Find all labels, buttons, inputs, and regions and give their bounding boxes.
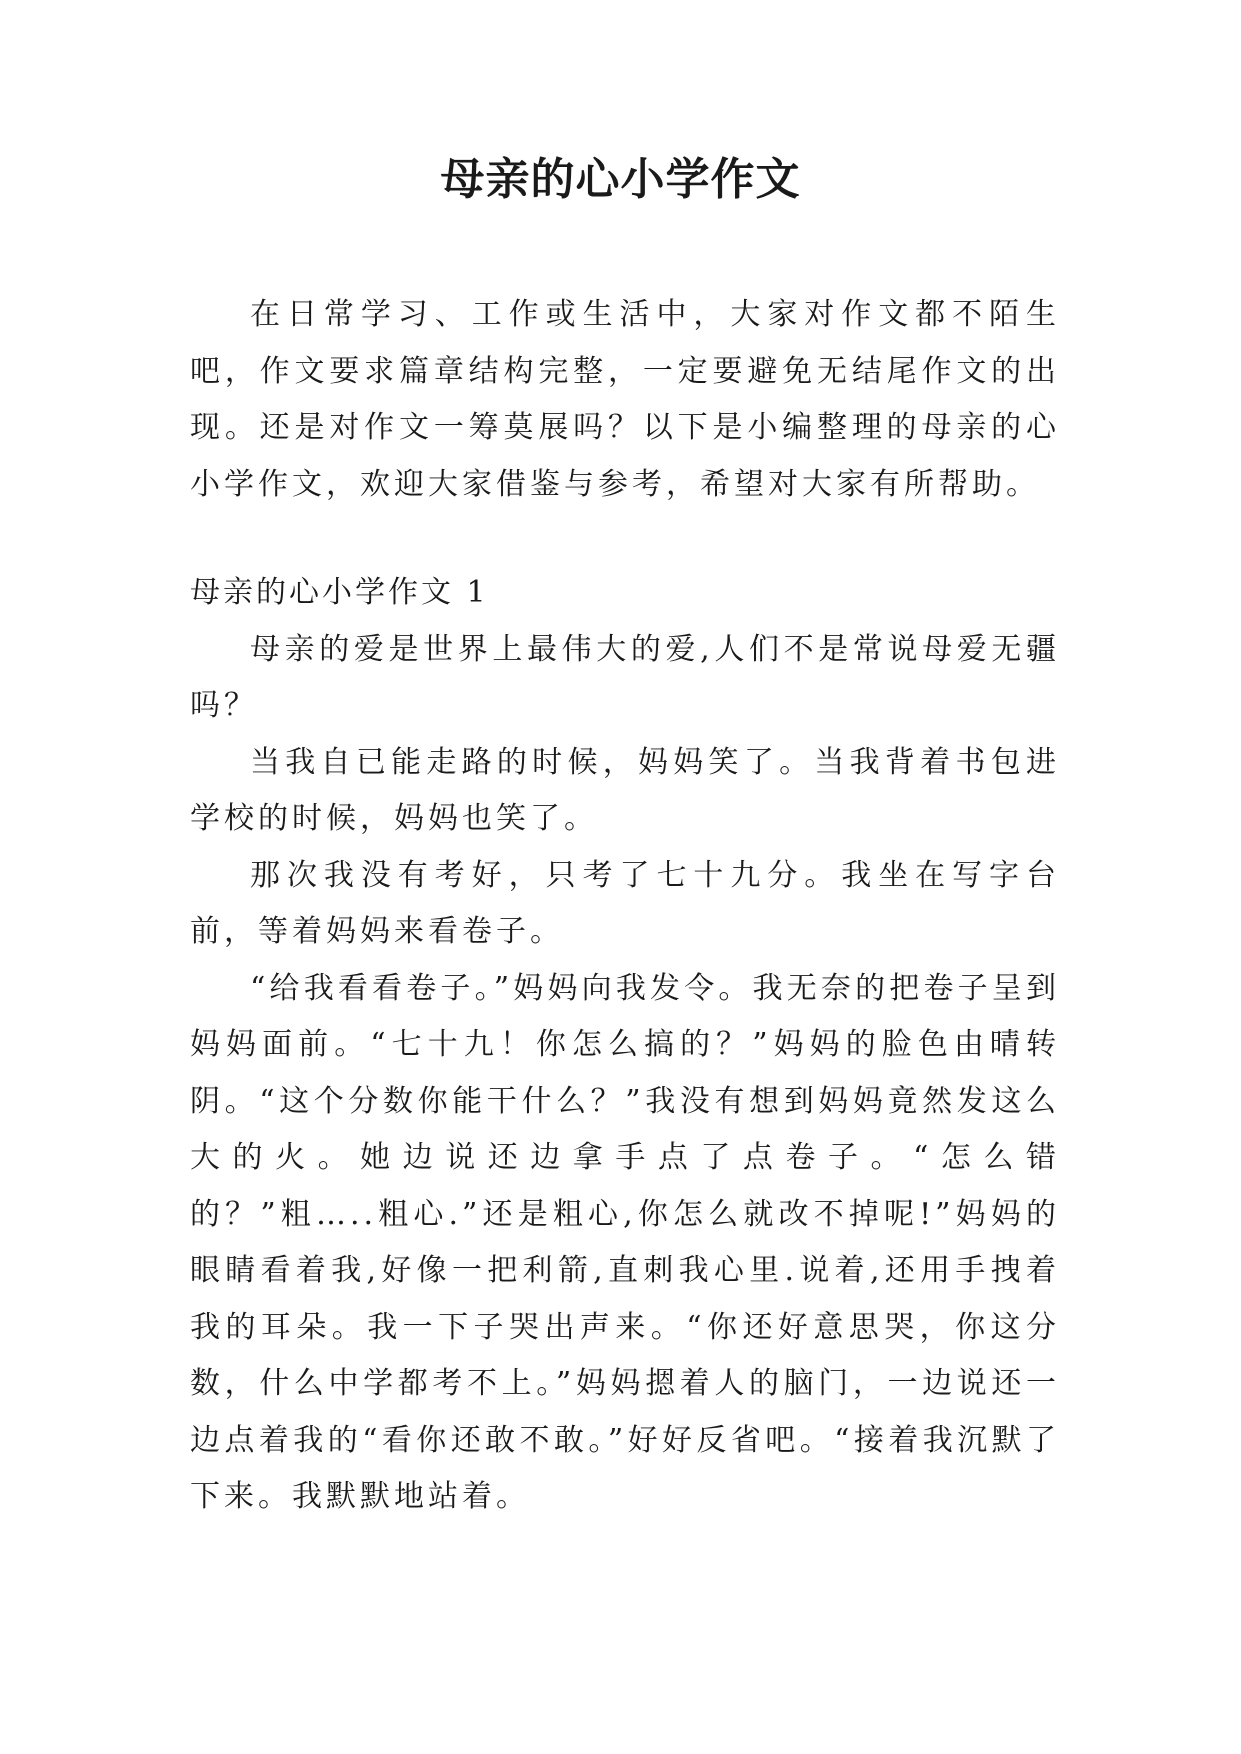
- body-paragraph: 当我自已能走路的时候，妈妈笑了。当我背着书包进学校的时候，妈妈也笑了。: [190, 744, 1060, 836]
- section-heading: 母亲的心小学作文 1: [190, 575, 489, 610]
- document-body: [190, 287, 1060, 1526]
- body-paragraph: “给我看看卷子。”妈妈向我发令。我无奈的把卷子呈到妈妈面前。“七十九！你怎么搞的？”妈妈的脸色由晴转阴。“这个分数你能干什么？”我没有想到妈妈竟然发这么大的火。她边说还边拿手点了点卷子。“怎么错的？”粗…..粗心.”还是粗心,你怎么就改不掉呢!”妈妈的眼睛看着我,好像一把利箭,直刺我心里.说着,还用手拽着我的耳朵。我一下子哭出声来。“你还好意思哭，你这分数，什么中学都考不上。”妈妈摁着人的脑门，一边说还一边点着我的“看你还敢不敢。”好好反省吧。“接着我沉默了下来。我默默地站着。: [190, 970, 1060, 1514]
- intro-paragraph: 在日常学习、工作或生活中，大家对作文都不陌生吧，作文要求篇章结构完整，一定要避免无结尾作文的出现。还是对作文一筹莫展吗？以下是小编整理的母亲的心小学作文，欢迎大家借鉴与参考，希望对大家有所帮助。: [190, 297, 1060, 502]
- document-title: 母亲的心小学作文: [440, 154, 801, 205]
- body-paragraph: 那次我没有考好，只考了七十九分。我坐在写字台前，等着妈妈来看卷子。: [190, 857, 1060, 949]
- body-paragraph: 母亲的爱是世界上最伟大的爱,人们不是常说母爱无疆吗？: [190, 631, 1060, 723]
